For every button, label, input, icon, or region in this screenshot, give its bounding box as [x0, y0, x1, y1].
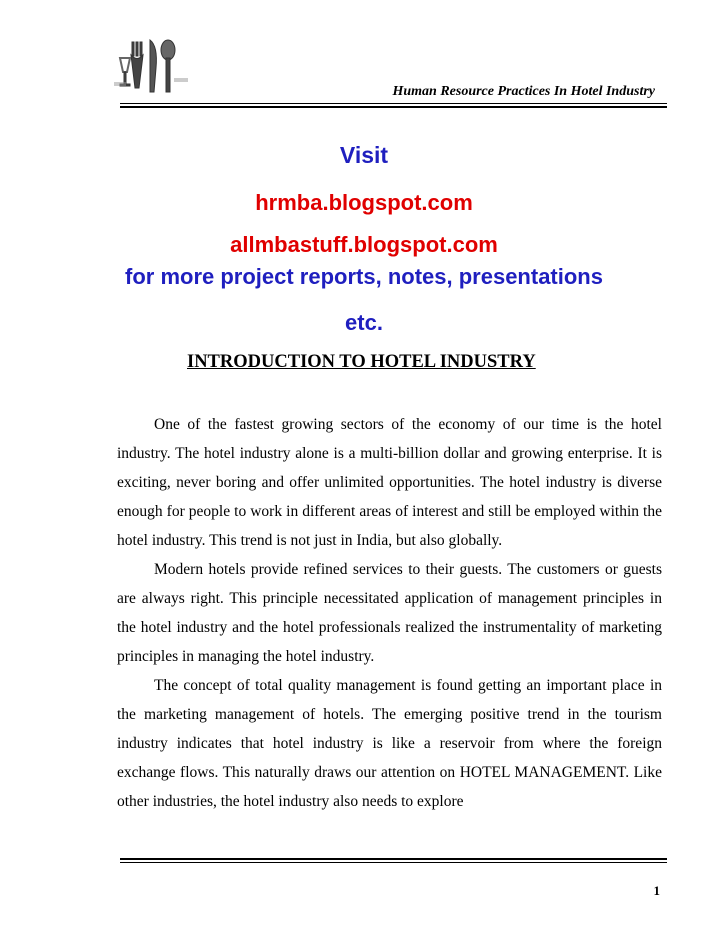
promo-visit: Visit	[339, 142, 389, 168]
header-rule-thick	[120, 106, 667, 108]
running-header-title: Human Resource Practices In Hotel Industry	[392, 84, 655, 99]
promo-line-etc: etc.	[345, 310, 383, 335]
paragraph: Modern hotels provide refined services to their guests. The customers or guests are always right. This principle necessitated application of management principles in the hotel industry and the hotel professionals realized the instrumentality of marketing principles in managing the hotel industry.	[117, 561, 662, 665]
section-title: INTRODUCTION TO HOTEL INDUSTRY	[187, 352, 536, 372]
footer-rule-thick	[120, 858, 667, 860]
paragraph: One of the fastest growing sectors of the economy of our time is the hotel industry. The hotel industry alone is a multi-billion dollar and growing enterprise. It is exciting, never boring and offer unlimited opportunities. The hotel industry is diverse enough for people to work in different areas of interest and still be employed within the hotel industry. This trend is not just in India, but also globally.	[117, 416, 662, 549]
promo-line-reports: for more project reports, notes, presentations	[125, 264, 603, 289]
page-number: 1	[653, 883, 660, 898]
header-rule-thin	[120, 103, 667, 104]
footer-rule-thin	[120, 862, 667, 863]
promo-site-allmbastuff[interactable]: allmbastuff.blogspot.com	[230, 232, 498, 257]
paragraph: The concept of total quality management is found getting an important place in the marketing management of hotels. The emerging positive trend in the tourism industry indicates that hotel industry is like a reservoir from where the foreign exchange flows. This naturally draws our attention on HOTEL MANAGEMENT. Like other industries, the hotel industry also needs to explore	[117, 677, 662, 810]
body-text	[117, 410, 662, 816]
promo-site-hrmba[interactable]: hrmba.blogspot.com	[255, 190, 473, 215]
